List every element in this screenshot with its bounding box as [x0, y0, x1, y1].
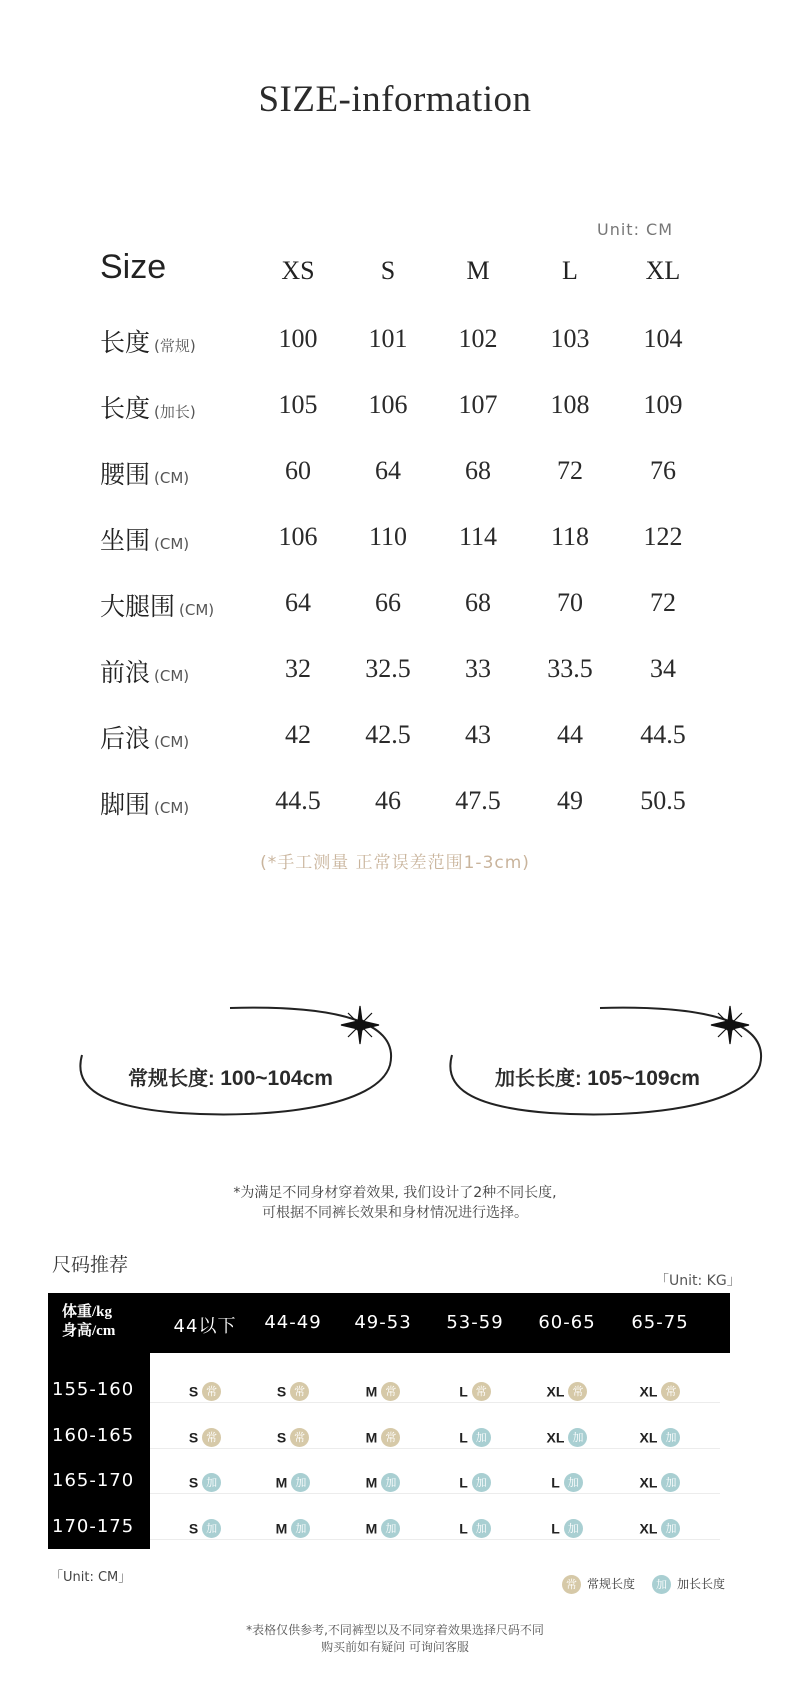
- design-note: [0, 1183, 790, 1223]
- recommend-cell: [248, 1518, 338, 1538]
- recommended-size: L: [459, 1520, 468, 1537]
- recommend-cell: [430, 1427, 520, 1447]
- size-header-xs: XS: [281, 256, 315, 285]
- size-cell: 108: [550, 390, 590, 419]
- long-badge-icon: 加: [661, 1519, 680, 1538]
- long-badge-icon: 加: [472, 1519, 491, 1538]
- weight-header: 60-65: [538, 1312, 596, 1333]
- size-cell: 103: [550, 324, 590, 353]
- recommended-size: S: [188, 1474, 199, 1491]
- recommend-cell: [160, 1427, 250, 1447]
- row-divider: [150, 1402, 720, 1403]
- regular-badge-icon: 常: [202, 1428, 221, 1447]
- footer-line2: 购买前如有疑问 可询问客服: [321, 1640, 469, 1654]
- recommended-size: XL: [639, 1520, 658, 1537]
- row-divider: [150, 1493, 720, 1494]
- size-row-label: 脚围 (CM): [100, 790, 190, 819]
- recommend-cell: [338, 1381, 428, 1401]
- size-cell: 64: [285, 588, 311, 617]
- recommended-size: M: [365, 1383, 378, 1400]
- recommend-cell: [522, 1381, 612, 1401]
- recommended-size: XL: [639, 1429, 658, 1446]
- long-badge-icon: 加: [472, 1428, 491, 1447]
- size-cell: 68: [465, 588, 491, 617]
- size-cell: 104: [643, 324, 683, 353]
- recommended-size: XL: [639, 1474, 658, 1491]
- size-cell: 66: [375, 588, 401, 617]
- regular-badge-icon: 常: [661, 1382, 680, 1401]
- regular-badge-icon: 常: [568, 1382, 587, 1401]
- size-header-l: L: [562, 256, 578, 285]
- weight-header: 44以下: [173, 1316, 237, 1337]
- regular-badge-icon: 常: [562, 1575, 581, 1594]
- size-cell: 44: [557, 720, 583, 749]
- long-badge-icon: 加: [202, 1473, 221, 1492]
- regular-badge-icon: 常: [381, 1382, 400, 1401]
- recommended-size: L: [459, 1429, 468, 1446]
- weight-height-label: 体重/kg 身高/cm: [62, 1304, 116, 1339]
- recommended-size: M: [365, 1429, 378, 1446]
- recommended-size: XL: [546, 1429, 565, 1446]
- recommend-cell: [615, 1472, 705, 1492]
- recommend-cell: [522, 1427, 612, 1447]
- weight-header: 44-49: [264, 1312, 322, 1333]
- size-cell: 34: [650, 654, 676, 683]
- size-cell: 105: [278, 390, 318, 419]
- regular-badge-icon: 常: [290, 1382, 309, 1401]
- size-cell: 47.5: [455, 786, 501, 815]
- size-cell: 106: [278, 522, 318, 551]
- size-cell: 100: [278, 324, 318, 353]
- recommended-size: S: [188, 1429, 199, 1446]
- recommended-size: S: [188, 1383, 199, 1400]
- regular-badge-icon: 常: [472, 1382, 491, 1401]
- size-cell: 102: [458, 324, 498, 353]
- size-cell: 118: [550, 522, 590, 551]
- size-cell: 32.5: [365, 654, 411, 683]
- size-cell: 72: [650, 588, 676, 617]
- star-icon: [341, 1006, 379, 1044]
- recommend-cell: [430, 1518, 520, 1538]
- size-row-label: 大腿围 (CM): [100, 592, 215, 621]
- recommended-size: L: [459, 1474, 468, 1491]
- recommend-cell: [248, 1472, 338, 1492]
- recommended-size: M: [275, 1520, 288, 1537]
- size-cell: 50.5: [640, 786, 686, 815]
- recommended-size: M: [365, 1520, 378, 1537]
- size-row-label: 长度 (加长): [100, 394, 196, 423]
- size-cell: 60: [285, 456, 311, 485]
- recommend-cell: [160, 1381, 250, 1401]
- size-cell: 33: [465, 654, 491, 683]
- measure-note: (*手工测量 正常误差范围1-3cm): [260, 853, 530, 873]
- height-label: 155-160: [52, 1379, 135, 1400]
- recommend-cell: [338, 1427, 428, 1447]
- size-cell: 114: [458, 522, 498, 551]
- recommend-title: 尺码推荐: [52, 1254, 129, 1276]
- long-length-text: 加长长度: 105~109cm: [495, 1067, 700, 1090]
- footer-line1: *表格仅供参考,不同裤型以及不同穿着效果选择尺码不同: [246, 1623, 544, 1637]
- size-cell: 72: [557, 456, 583, 485]
- size-row-label: 坐围 (CM): [100, 526, 190, 555]
- recommended-size: XL: [639, 1383, 658, 1400]
- recommend-cell: [615, 1427, 705, 1447]
- long-badge-icon: 加: [661, 1473, 680, 1492]
- size-cell: 44.5: [640, 720, 686, 749]
- long-badge-icon: 加: [564, 1519, 583, 1538]
- size-cell: 49: [557, 786, 583, 815]
- size-row-label: 后浪 (CM): [100, 724, 190, 753]
- recommended-size: S: [276, 1383, 287, 1400]
- recommend-cell: [615, 1381, 705, 1401]
- recommended-size: S: [188, 1520, 199, 1537]
- size-cell: 33.5: [547, 654, 593, 683]
- height-label: 160-165: [52, 1425, 135, 1446]
- weight-header: 53-59: [446, 1312, 504, 1333]
- long-badge-icon: 加: [291, 1473, 310, 1492]
- recommend-cell: [615, 1518, 705, 1538]
- star-icon: [711, 1006, 749, 1044]
- recommend-cell: [160, 1472, 250, 1492]
- regular-length-text: 常规长度: 100~104cm: [128, 1067, 333, 1090]
- long-badge-icon: 加: [291, 1519, 310, 1538]
- recommend-cell: [338, 1472, 428, 1492]
- long-badge-icon: 加: [381, 1519, 400, 1538]
- size-cell: 122: [643, 522, 683, 551]
- size-cell: 46: [375, 786, 401, 815]
- design-note-line2: 可根据不同裤长效果和身材情况进行选择。: [262, 1205, 528, 1221]
- legend-long: 加 加长长度: [652, 1575, 725, 1594]
- height-label: 170-175: [52, 1516, 135, 1537]
- long-badge-icon: 加: [472, 1473, 491, 1492]
- row-divider: [150, 1448, 720, 1449]
- size-cell: 76: [650, 456, 676, 485]
- recommend-cell: [522, 1472, 612, 1492]
- unit-label: Unit: CM: [597, 220, 674, 239]
- long-badge-icon: 加: [381, 1473, 400, 1492]
- recommended-size: S: [276, 1429, 287, 1446]
- page-title: SIZE-information: [258, 79, 532, 120]
- weight-header: 49-53: [354, 1312, 412, 1333]
- long-badge-icon: 加: [652, 1575, 671, 1594]
- recommend-cell: [430, 1472, 520, 1492]
- long-badge-icon: 加: [568, 1428, 587, 1447]
- long-badge-icon: 加: [202, 1519, 221, 1538]
- size-cell: 101: [368, 324, 408, 353]
- recommended-size: L: [459, 1383, 468, 1400]
- recommend-cell: [248, 1427, 338, 1447]
- size-cell: 107: [458, 390, 498, 419]
- size-header-m: M: [466, 256, 490, 285]
- legend-regular: 常 常规长度: [562, 1575, 635, 1594]
- size-cell: 42: [285, 720, 311, 749]
- recommend-cell: [522, 1518, 612, 1538]
- size-cell: 68: [465, 456, 491, 485]
- size-cell: 42.5: [365, 720, 411, 749]
- long-badge-icon: 加: [661, 1428, 680, 1447]
- size-cell: 110: [368, 522, 408, 551]
- size-cell: 44.5: [275, 786, 321, 815]
- design-note-line1: *为满足不同身材穿着效果, 我们设计了2种不同长度,: [233, 1185, 557, 1201]
- regular-badge-icon: 常: [381, 1428, 400, 1447]
- size-row-label: 前浪 (CM): [100, 658, 190, 687]
- footer-note: [0, 1622, 790, 1656]
- regular-badge-icon: 常: [290, 1428, 309, 1447]
- height-label: 165-170: [52, 1470, 135, 1491]
- size-cell: 64: [375, 456, 401, 485]
- size-cell: 32: [285, 654, 311, 683]
- regular-badge-icon: 常: [202, 1382, 221, 1401]
- recommended-size: M: [365, 1474, 378, 1491]
- recommended-size: L: [551, 1474, 560, 1491]
- weight-header: 65-75: [631, 1312, 689, 1333]
- unit-cm-label: 「Unit: CM」: [50, 1570, 132, 1585]
- size-header-xl: XL: [645, 256, 681, 285]
- size-header-s: S: [380, 256, 396, 285]
- row-divider: [150, 1539, 720, 1540]
- recommended-size: XL: [546, 1383, 565, 1400]
- size-cell: 70: [557, 588, 583, 617]
- recommended-size: L: [551, 1520, 560, 1537]
- size-cell: 109: [643, 390, 683, 419]
- size-row-label: 长度 (常规): [100, 328, 196, 357]
- size-cell: 106: [368, 390, 408, 419]
- unit-kg-label: 「Unit: KG」: [655, 1273, 741, 1289]
- recommend-cell: [338, 1518, 428, 1538]
- recommend-cell: [160, 1518, 250, 1538]
- long-badge-icon: 加: [564, 1473, 583, 1492]
- recommend-cell: [248, 1381, 338, 1401]
- size-row-label: 腰围 (CM): [100, 460, 190, 489]
- size-header: Size: [100, 248, 167, 286]
- recommend-cell: [430, 1381, 520, 1401]
- size-cell: 43: [465, 720, 491, 749]
- recommended-size: M: [275, 1474, 288, 1491]
